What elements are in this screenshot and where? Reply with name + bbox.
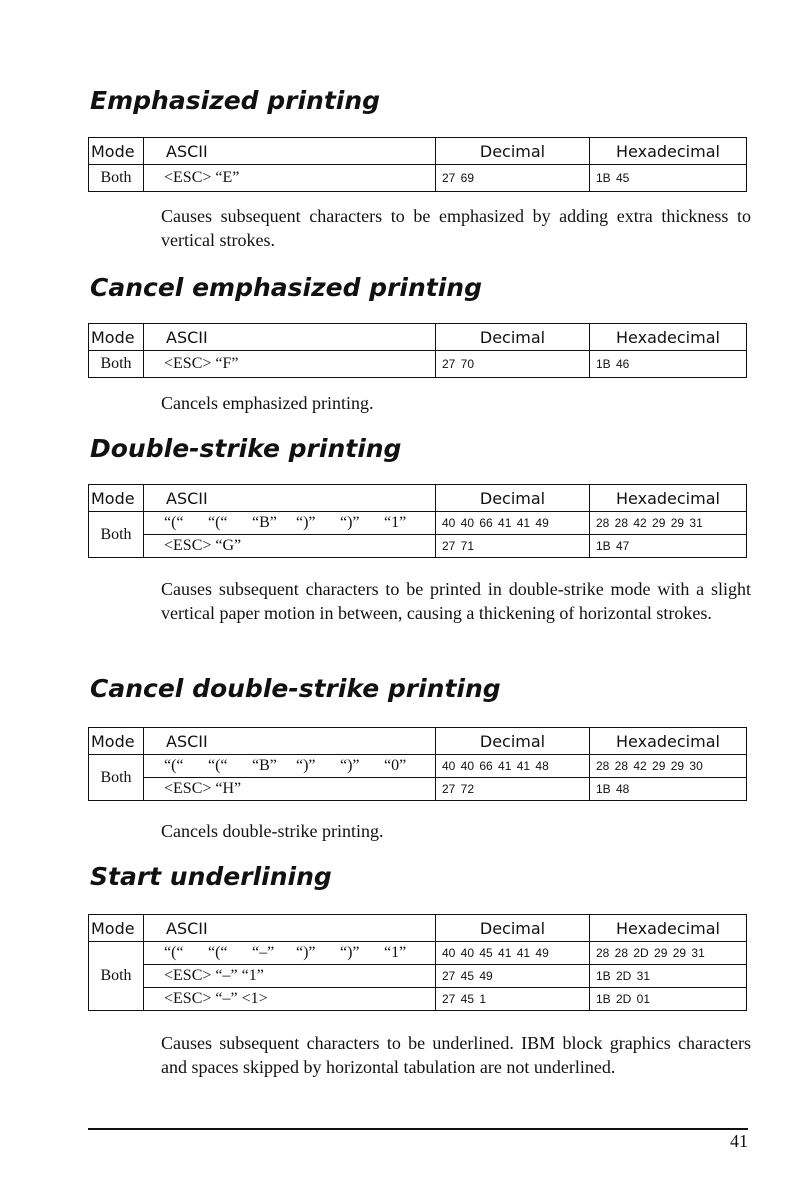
decimal-cell: 27 45 1 — [436, 988, 590, 1011]
table-row — [89, 778, 747, 801]
header-ascii: ASCII — [144, 324, 436, 351]
decimal-cell: 40 40 66 41 41 49 — [436, 512, 590, 535]
ascii-cell: <ESC> “–” “1” — [144, 965, 436, 988]
table-row — [89, 351, 747, 378]
mode-cell: Both — [89, 942, 144, 1011]
table-header-row — [89, 485, 747, 512]
command-table-start-underlining — [88, 914, 747, 1011]
header-mode: Mode — [89, 138, 144, 165]
ascii-cell: <ESC> “G” — [144, 535, 436, 558]
hex-cell: 1B 46 — [590, 351, 747, 378]
hex-cell: 28 28 42 29 29 31 — [590, 512, 747, 535]
table-row — [89, 942, 747, 965]
table-header-row — [89, 324, 747, 351]
header-ascii: ASCII — [144, 485, 436, 512]
ascii-token: “B” — [252, 514, 277, 531]
header-mode: Mode — [89, 324, 144, 351]
ascii-token: “(“ — [164, 944, 184, 961]
decimal-cell: 40 40 66 41 41 48 — [436, 755, 590, 778]
header-hexadecimal: Hexadecimal — [590, 485, 747, 512]
ascii-token: “0” — [384, 757, 407, 774]
hex-cell: 1B 2D 01 — [590, 988, 747, 1011]
hex-cell: 28 28 42 29 29 30 — [590, 755, 747, 778]
table-row — [89, 988, 747, 1011]
table-header-row — [89, 138, 747, 165]
section-description-start-underlining: Causes subsequent characters to be underlined. IBM block graphics characters and spaces skipped by horizontal tabulation are not underlined. — [161, 1033, 751, 1077]
section-title-emphasized: Emphasized printing — [90, 86, 381, 115]
ascii-token: “(“ — [208, 514, 228, 531]
section-title-start-underlining: Start underlining — [90, 862, 332, 891]
section-title-double-strike: Double-strike printing — [90, 434, 402, 463]
ascii-cell: <ESC> “H” — [144, 778, 436, 801]
ascii-token: “)” — [296, 514, 316, 531]
header-hexadecimal: Hexadecimal — [590, 915, 747, 942]
header-hexadecimal: Hexadecimal — [590, 138, 747, 165]
hex-cell: 1B 48 — [590, 778, 747, 801]
decimal-cell: 27 69 — [436, 165, 590, 192]
ascii-token: “)” — [340, 944, 360, 961]
table-row — [89, 512, 747, 535]
mode-cell: Both — [89, 755, 144, 801]
mode-cell: Both — [89, 351, 144, 378]
page-number: 41 — [730, 1131, 748, 1151]
ascii-sequence-cell — [144, 512, 436, 535]
header-decimal: Decimal — [436, 485, 590, 512]
command-table-double-strike — [88, 484, 747, 558]
command-table-cancel-double-strike — [88, 727, 747, 801]
header-ascii: ASCII — [144, 138, 436, 165]
ascii-token: “1” — [384, 944, 407, 961]
decimal-cell: 40 40 45 41 41 49 — [436, 942, 590, 965]
ascii-sequence-cell — [144, 942, 436, 965]
mode-cell: Both — [89, 165, 144, 192]
section-description-cancel-emphasized: Cancels emphasized printing. — [161, 393, 374, 413]
ascii-token: “(“ — [164, 757, 184, 774]
section-title-cancel-emphasized: Cancel emphasized printing — [90, 273, 482, 302]
header-decimal: Decimal — [436, 138, 590, 165]
command-table-cancel-emphasized — [88, 323, 747, 378]
table-row — [89, 535, 747, 558]
section-description-double-strike: Causes subsequent characters to be printed in double-strike mode with a slight vertical paper motion in between, causing a thickening of horizontal strokes. — [161, 579, 751, 623]
ascii-token: “–” — [252, 944, 275, 961]
decimal-cell: 27 45 49 — [436, 965, 590, 988]
ascii-token: “(“ — [208, 944, 228, 961]
ascii-cell: <ESC> “–” <1> — [144, 988, 436, 1011]
header-decimal: Decimal — [436, 915, 590, 942]
hex-cell: 1B 2D 31 — [590, 965, 747, 988]
decimal-cell: 27 70 — [436, 351, 590, 378]
footer-rule — [88, 1128, 748, 1130]
header-mode: Mode — [89, 728, 144, 755]
mode-cell: Both — [89, 512, 144, 558]
header-decimal: Decimal — [436, 324, 590, 351]
hex-cell: 1B 47 — [590, 535, 747, 558]
header-ascii: ASCII — [144, 915, 436, 942]
header-ascii: ASCII — [144, 728, 436, 755]
ascii-token: “)” — [340, 757, 360, 774]
command-table-emphasized — [88, 137, 747, 192]
ascii-token: “)” — [296, 757, 316, 774]
section-description-cancel-double-strike: Cancels double-strike printing. — [161, 821, 384, 841]
header-hexadecimal: Hexadecimal — [590, 324, 747, 351]
table-row — [89, 755, 747, 778]
header-mode: Mode — [89, 485, 144, 512]
ascii-token: “1” — [384, 514, 407, 531]
ascii-sequence-cell — [144, 755, 436, 778]
ascii-token: “(“ — [208, 757, 228, 774]
table-header-row — [89, 915, 747, 942]
table-row — [89, 965, 747, 988]
ascii-token: “)” — [340, 514, 360, 531]
table-header-row — [89, 728, 747, 755]
ascii-token: “(“ — [164, 514, 184, 531]
hex-cell: 28 28 2D 29 29 31 — [590, 942, 747, 965]
section-title-cancel-double-strike: Cancel double-strike printing — [90, 674, 501, 703]
header-mode: Mode — [89, 915, 144, 942]
header-decimal: Decimal — [436, 728, 590, 755]
ascii-token: “)” — [296, 944, 316, 961]
ascii-token: “B” — [252, 757, 277, 774]
decimal-cell: 27 71 — [436, 535, 590, 558]
ascii-cell: <ESC> “F” — [144, 351, 436, 378]
ascii-cell: <ESC> “E” — [144, 165, 436, 192]
hex-cell: 1B 45 — [590, 165, 747, 192]
decimal-cell: 27 72 — [436, 778, 590, 801]
header-hexadecimal: Hexadecimal — [590, 728, 747, 755]
table-row — [89, 165, 747, 192]
section-description-emphasized: Causes subsequent characters to be emphasized by adding extra thickness to vertical strokes. — [161, 206, 751, 250]
